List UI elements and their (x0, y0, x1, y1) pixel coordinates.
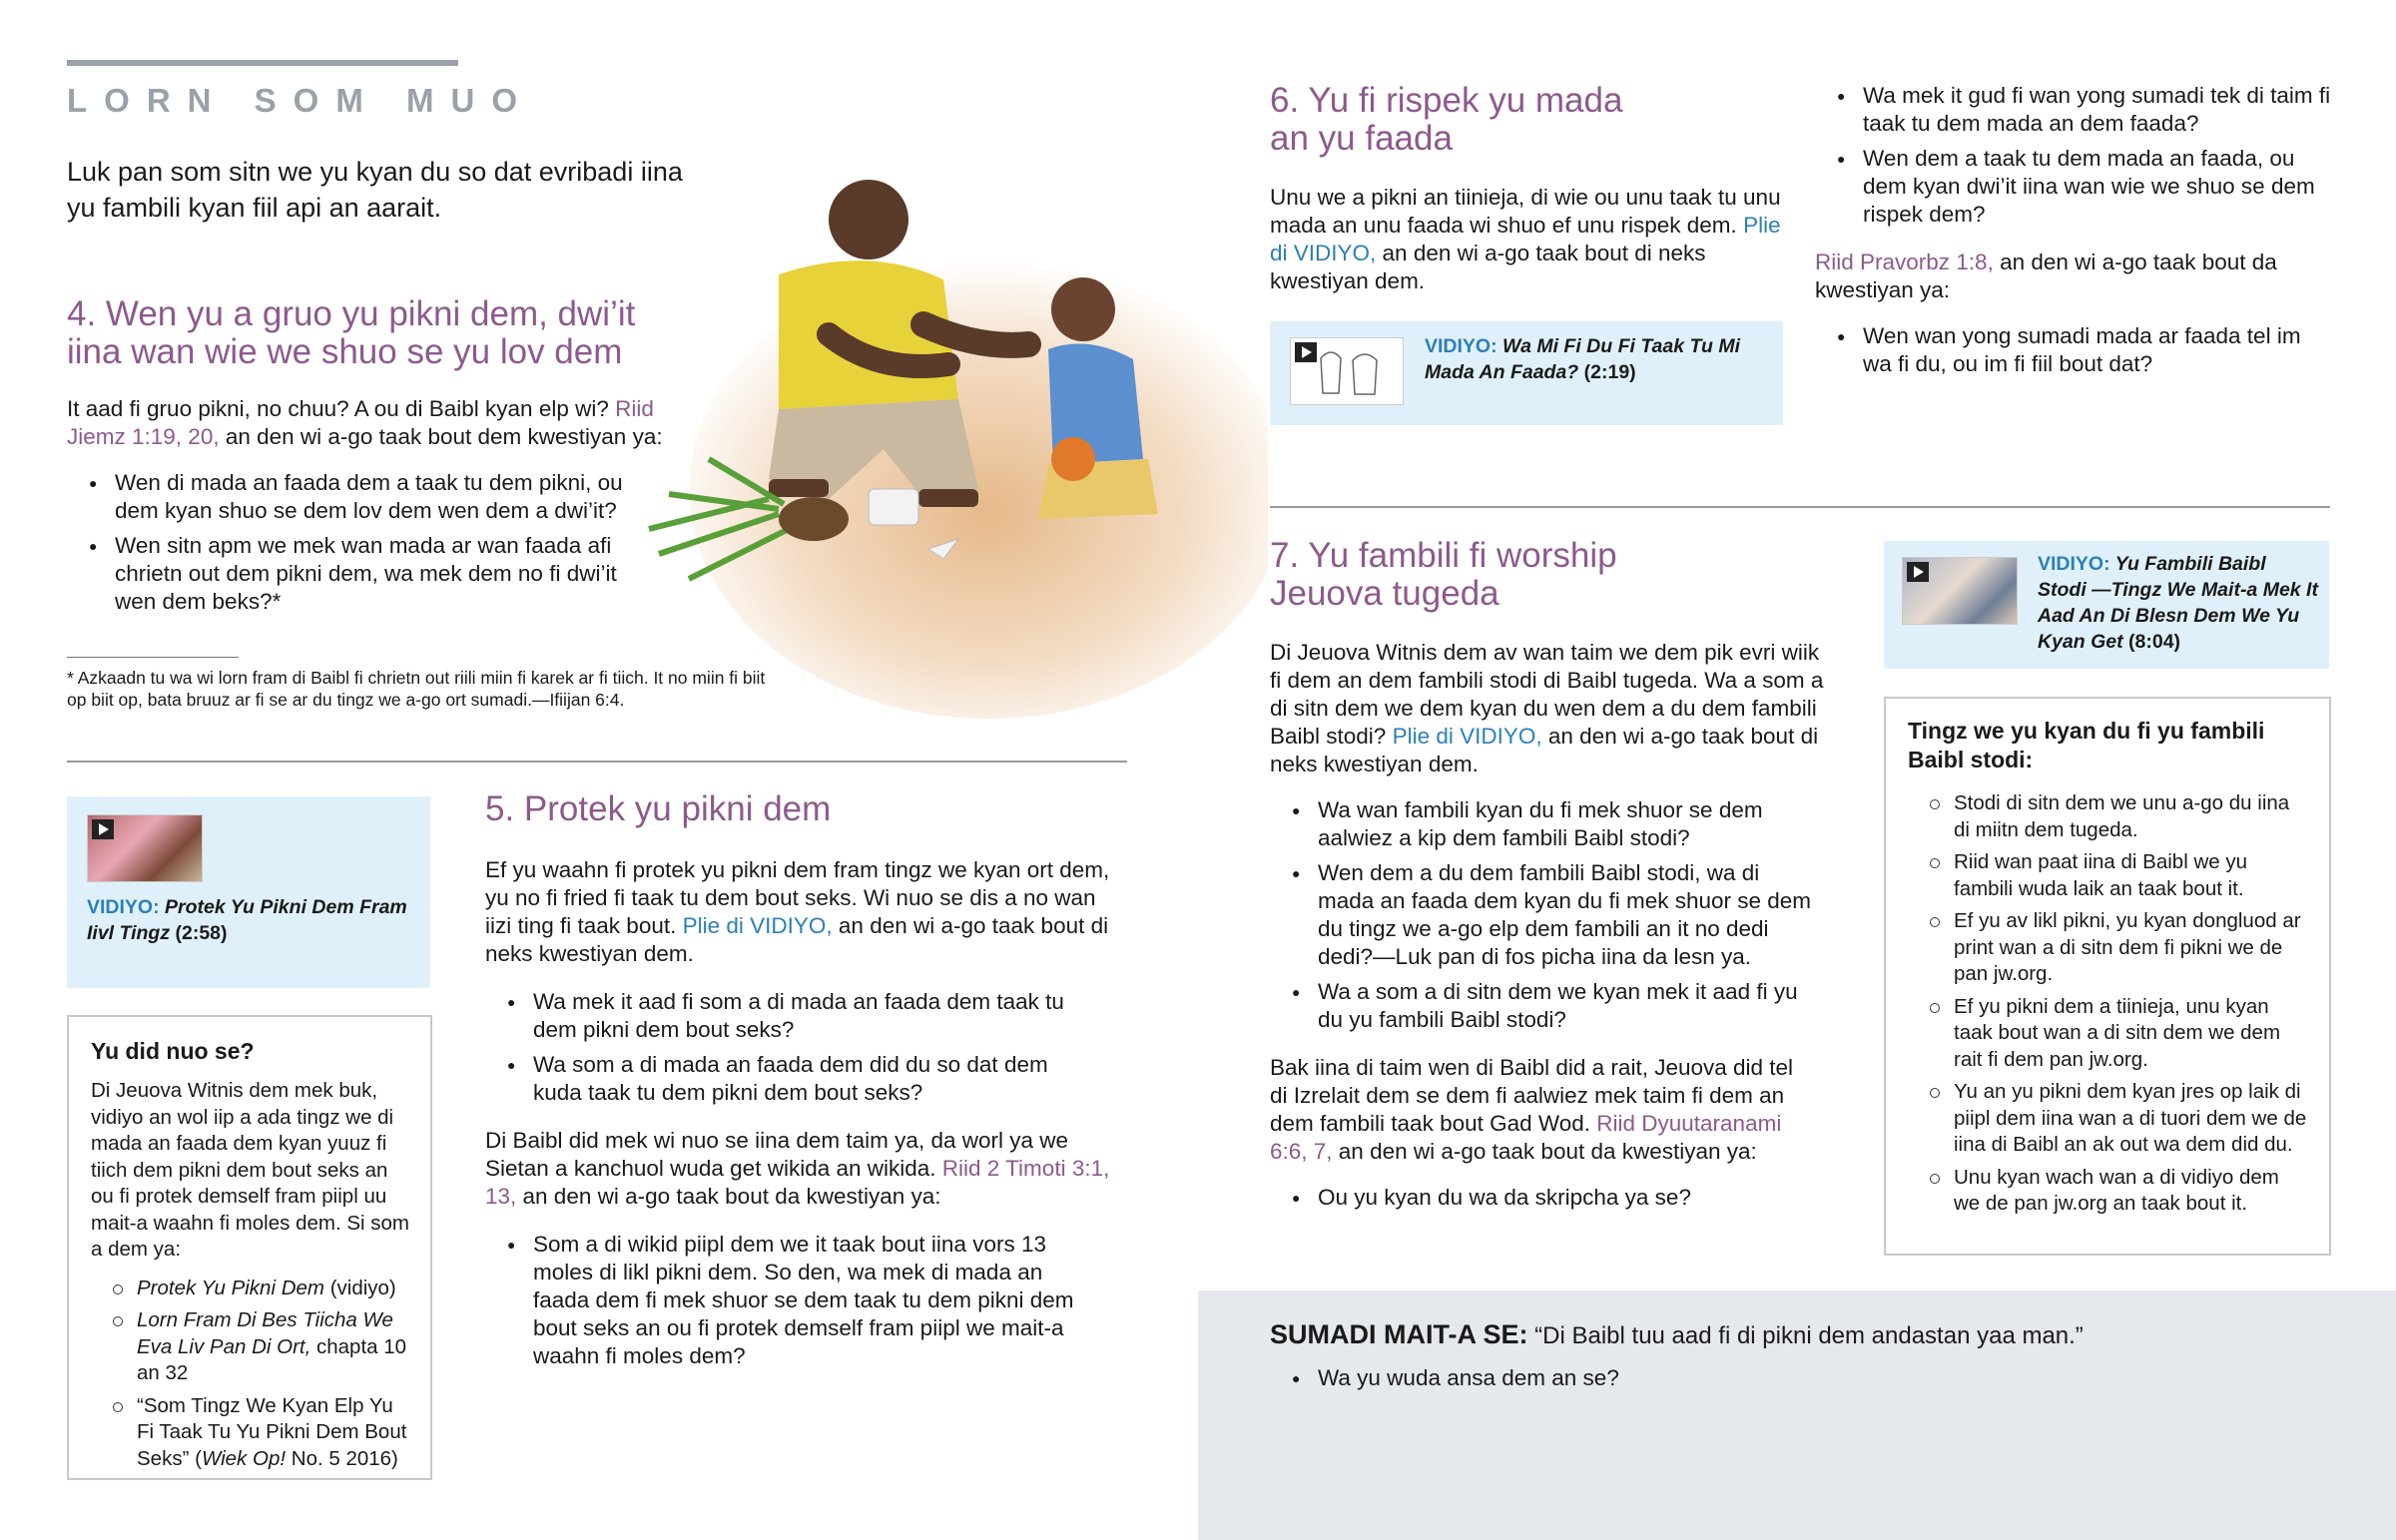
video-thumbnail[interactable] (1290, 337, 1404, 405)
resource-item[interactable]: Lorn Fram Di Bes Tiicha We Eva Liv Pan Di Ort, chapta 10 an 32 (91, 1307, 410, 1387)
section-5-questions-1 (485, 988, 1084, 1107)
did-you-know-text: Di Jeuova Witnis dem mek buk, vidiyo an wol iip a ada tingz we di mada an faada dem kyan yuuz fi tiich dem pikni dem bout seks an ou fi protek demself fram piipl uu mait-a waahn fi moles dem. Si som a dem ya: (91, 1079, 410, 1261)
family-study-tips-title: Tingz we yu kyan du fi yu fambili Baibl stodi: (1908, 718, 2265, 772)
video-caption: VIDIYO: Yu Fambili Baibl Stodi —Tingz We Mait-a Mek It Aad An Di Blesn Dem We Yu Kyan Get (8:04) (2038, 553, 2318, 653)
scripture-link-2-timoti[interactable]: Riid 2 Timoti 3:1, 13, (485, 1156, 1110, 1209)
question-item: ● Wen wan yong sumadi mada ar faada tel im wa fi du, ou im fi fiil bout dat? (1815, 322, 2334, 378)
right-divider (1270, 506, 2330, 508)
summary-question (1270, 1364, 2268, 1399)
family-study-tips-box (1884, 697, 2331, 1256)
section-5-questions-2 (485, 1231, 1084, 1370)
scripture-link-jiemz[interactable]: Riid Jiemz 1:19, 20, (67, 396, 654, 449)
play-video-link[interactable]: Plie di VIDIYO, (1392, 724, 1542, 749)
question-item: ● Wa a som a di sitn dem we kyan mek it aad fi yu du yu fambili Baibl stodi? (1270, 978, 1819, 1034)
left-divider (67, 761, 1127, 763)
play-icon[interactable] (1295, 342, 1317, 362)
video-caption: VIDIYO: Wa Mi Fi Du Fi Taak Tu Mi Mada An Faada? (2:19) (1425, 335, 1741, 383)
play-video-link[interactable]: Plie di VIDIYO, (682, 913, 833, 938)
question-item: ● Wa wan fambili kyan du fi mek shuor se dem aalwiez a kip dem fambili Baibl stodi? (1270, 796, 1819, 852)
tip-item: Stodi di sitn dem we unu a-go du iina di miitn dem tugeda. (1908, 790, 2307, 843)
illustration-father-son (629, 160, 1268, 719)
question-item: ● Wen di mada an faada dem a taak tu dem pikni, ou dem kyan shuo se dem lov dem wen dem a dwi’it? (67, 469, 626, 525)
resource-item[interactable]: Protek Yu Pikni Dem (vidiyo) (91, 1276, 410, 1302)
play-icon[interactable] (92, 819, 114, 839)
tip-item: Riid wan paat iina di Baibl we yu fambili wuda laik an taak bout it. (1908, 849, 2307, 902)
scripture-link-pravorbz[interactable]: Riid Pravorbz 1:8, (1815, 250, 1994, 274)
section-7-paragraph-2: Bak iina di taim wen di Baibl did a rait, Jeuova did tel di Izrelait dem se dem fi aalwiez mek taim fi dem an dem fambili taak bout Gad Wod. Riid Dyuutaranami 6:6, 7, an den wi a-go taak bout da kwestiyan ya: (1270, 1055, 1794, 1164)
section-6-right-column (1815, 82, 2334, 385)
question-item: ● Ou yu kyan du wa da skripcha ya se? (1270, 1184, 1829, 1212)
section-6-questions-2 (1815, 322, 2334, 378)
video-thumbnail[interactable] (1902, 557, 2018, 625)
summary-panel (1198, 1290, 2396, 1540)
play-video-link[interactable]: Plie di VIDIYO, (1270, 213, 1781, 265)
video-box-protek[interactable] (67, 796, 430, 988)
footnote: * Azkaadn tu wa wi lorn fram di Baibl fi chrietn out riili miin fi karek ar fi tiich. It no miin fi biit op biit op, bata bruuz ar fi se ar du tingz we a-go ort sumadi.—Ifiijan 6:4. (67, 668, 766, 710)
section-top-rule (67, 60, 458, 66)
section-6-paragraph-2: Riid Pravorbz 1:8, an den wi a-go taak bout da kwestiyan ya: (1815, 250, 2277, 302)
section-6-questions-1 (1815, 82, 2334, 229)
tip-item: Ef yu pikni dem a tiinieja, unu kyan taak bout wan a di sitn dem we dem rait fi dem pan jw.org. (1908, 994, 2307, 1074)
question-item: ● Wen sitn apm we mek wan mada ar wan faada afi chrietn out dem pikni dem, wa mek dem no fi dwi’it wen dem beks?* (67, 532, 626, 616)
tip-item: Yu an yu pikni dem kyan jres op laik di piipl dem iina wan a di tuori dem we de iina di Baibl an ak out wa dem did du. (1908, 1079, 2307, 1159)
scripture-link-dyuutaranami[interactable]: Riid Dyuutaranami 6:6, 7, (1270, 1111, 1782, 1164)
section-4-paragraph: It aad fi gruo pikni, no chuu? A ou di Baibl kyan elp wi? Riid Jiemz 1:19, 20, an den wi a-go taak bout dem kwestiyan ya: (67, 396, 663, 449)
question-item: ● Wa yu wuda ansa dem an se? (1270, 1364, 2268, 1392)
question-item: ● Som a di wikid piipl dem we it taak bout iina vors 13 moles di likl pikni dem. So den, wa mek di mada an faada dem fi mek shuor se dem taak tu dem pikni dem bout seks an ou fi protek demself fram piipl we mait-a waahn fi moles dem? (485, 1231, 1084, 1370)
question-item: ● Wen dem a du dem fambili Baibl stodi, wa di mada an faada dem kyan du fi mek shuor se dem du tingz we a-go elp dem fambili an it no dedi dedi?—Luk pan di fos picha iina da lesn ya. (1270, 859, 1819, 971)
section-4 (67, 295, 696, 623)
did-you-know-box (67, 1015, 432, 1480)
question-item: ● Wa mek it aad fi som a di mada an faada dem taak tu dem pikni dem bout seks? (485, 988, 1084, 1044)
question-item: ● Wa mek it gud fi wan yong sumadi tek di taim fi taak tu dem mada an dem faada? (1815, 82, 2334, 138)
question-item: ● Wen dem a taak tu dem mada an faada, ou dem kyan dwi’it iina wan wie we shuo se dem rispek dem? (1815, 145, 2334, 229)
section-5 (485, 790, 1124, 1377)
did-you-know-title: Yu did nuo se? (91, 1038, 255, 1064)
tip-item: Ef yu av likl pikni, yu kyan dongluod ar print wan a di sitn dem fi pikni we de pan jw.org. (1908, 908, 2307, 988)
section-6 (1270, 82, 1789, 295)
section-label: LORN SOM MUO (67, 82, 534, 119)
family-study-tips-list (1908, 790, 2307, 1218)
section-5-paragraph-2: Di Baibl did mek wi nuo se iina dem taim ya, da worl ya we Sietan a kanchuol wuda get wikida an wikida. Riid 2 Timoti 3:1, 13, an den wi a-go taak bout da kwestiyan ya: (485, 1128, 1110, 1209)
intro-text: Luk pan som sitn we yu kyan du so dat evribadi iina yu fambili kyan fiil api an aarait. (67, 157, 683, 223)
video-caption: VIDIYO: Protek Yu Pikni Dem Fram Iivl Tingz (2:58) (87, 896, 407, 944)
section-5-paragraph-1: Ef yu waahn fi protek yu pikni dem fram tingz we kyan ort dem, yu no fi fried fi taak tu dem bout seks. Wi nuo se dis a no wan iizi ting fi taak bout. Plie di VIDIYO, an den wi a-go taak bout di neks kwestiyan dem. (485, 857, 1110, 966)
play-icon[interactable] (1907, 562, 1929, 582)
summary-statement: SUMADI MAIT-A SE: “Di Baibl tuu aad fi di pikni dem andastan yaa man.” (1270, 1319, 2084, 1349)
section-6-paragraph: Unu we a pikni an tiinieja, di wie ou unu taak tu unu mada an unu faada wi shuo ef unu rispek dem. Plie di VIDIYO, an den wi a-go taak bout di neks kwestiyan dem. (1270, 185, 1781, 293)
video-thumbnail[interactable] (87, 814, 203, 882)
video-box-fambili-stodi[interactable] (1884, 541, 2329, 669)
section-7-title: 7. Yu fambili fi worship Jeuova tugeda (1270, 536, 1617, 613)
resource-item[interactable]: “Som Tingz We Kyan Elp Yu Fi Taak Tu Yu Pikni Dem Bout Seks” (Wiek Op! No. 5 2016) (91, 1393, 410, 1473)
section-6-title: 6. Yu fi rispek yu mada an yu faada (1270, 81, 1623, 158)
video-box-rispek[interactable] (1270, 321, 1783, 425)
footnote-rule (67, 657, 239, 658)
section-7-questions-1 (1270, 796, 1819, 1034)
question-item: ● Wa som a di mada an faada dem did du so dat dem kuda taak tu dem pikni dem bout seks? (485, 1051, 1084, 1107)
section-4-questions (67, 469, 626, 616)
section-7 (1270, 537, 1829, 1219)
resource-list (91, 1276, 410, 1473)
section-5-title: 5. Protek yu pikni dem (485, 789, 832, 828)
section-7-paragraph-1: Di Jeuova Witnis dem av wan taim we dem pik evri wiik fi dem an dem fambili stodi di Baibl tugeda. Wa a som a di sitn dem we dem kyan du wen dem a du dem fambili Baibl stodi? Plie di VIDIYO, an den wi a-go taak bout di neks kwestiyan dem. (1270, 640, 1824, 776)
section-4-title: 4. Wen yu a gruo yu pikni dem, dwi’it iina wan wie we shuo se yu lov dem (67, 294, 636, 371)
tip-item: Unu kyan wach wan a di vidiyo dem we de pan jw.org an taak bout it. (1908, 1165, 2307, 1218)
section-7-questions-2 (1270, 1184, 1829, 1212)
